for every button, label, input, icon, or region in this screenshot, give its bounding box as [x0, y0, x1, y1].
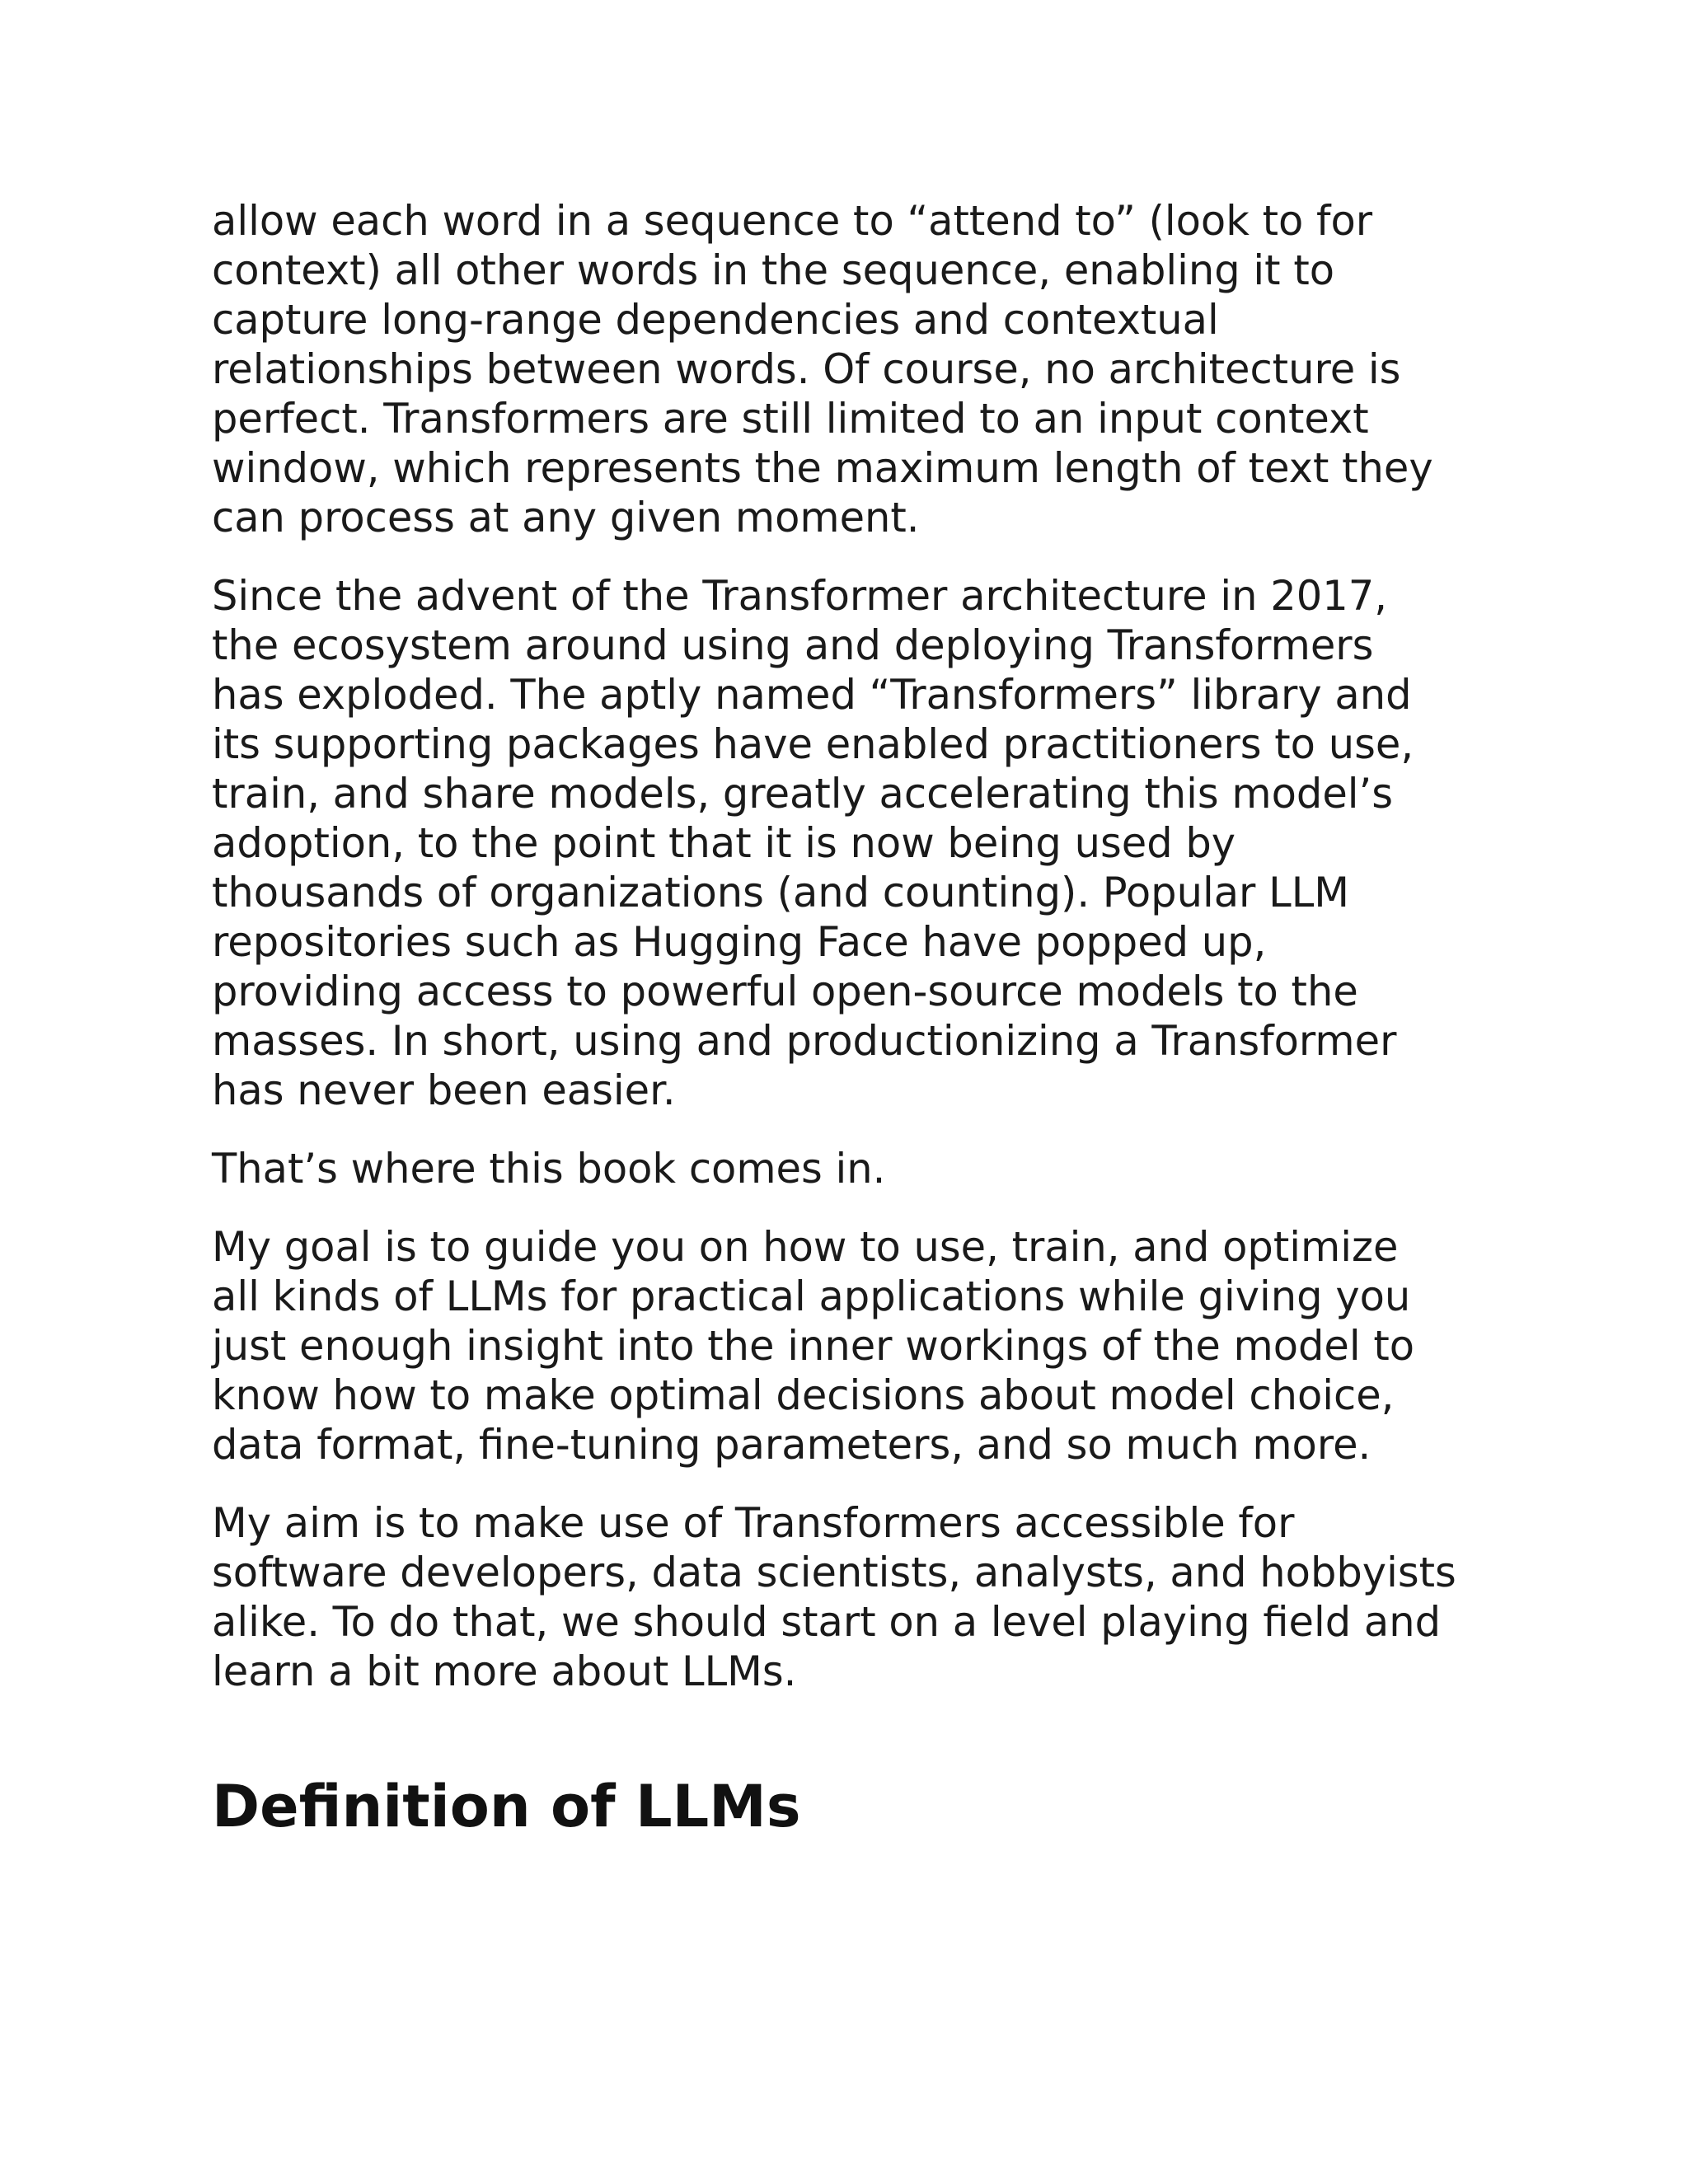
paragraph-attention: allow each word in a sequence to “attend to” (look to for context) all other words in the sequence, enabling it to capture long-range dependencies and contextual relationships between words. Of course, no architecture is perfect. Transformers are still limited to an input context window, which represents the maximum length of text they can process at any given moment.	[212, 197, 1433, 541]
paragraph-ecosystem: Since the advent of the Transformer architecture in 2017, the ecosystem around using and deploying Transformers has exploded. The aptly named “Transformers” library and its supporting packages have enabled practitioners to use, train, and share models, greatly accelerating this model’s adoption, to the point that it is now being used by thousands of organizations (and counting). Popular LLM repositories such as Hugging Face have popped up, providing access to powerful open-source models to the masses. In short, using and productionizing a Transformer has never been easier.	[212, 572, 1414, 1114]
section-heading: Definition of LLMs	[212, 1773, 801, 1840]
paragraph-book-intro: That’s where this book comes in.	[212, 1145, 886, 1193]
page-content	[212, 196, 1498, 1841]
paragraph-goal: My goal is to guide you on how to use, train, and optimize all kinds of LLMs for practical applications while giving you just enough insight into the inner workings of the model to know how to make optimal decisions about model choice, data format, fine-tuning parameters, and so much more.	[212, 1223, 1415, 1469]
paragraph-aim: My aim is to make use of Transformers accessible for software developers, data scientists, analysts, and hobbyists alike. To do that, we should start on a level playing field and learn a bit more about LLMs.	[212, 1499, 1456, 1695]
